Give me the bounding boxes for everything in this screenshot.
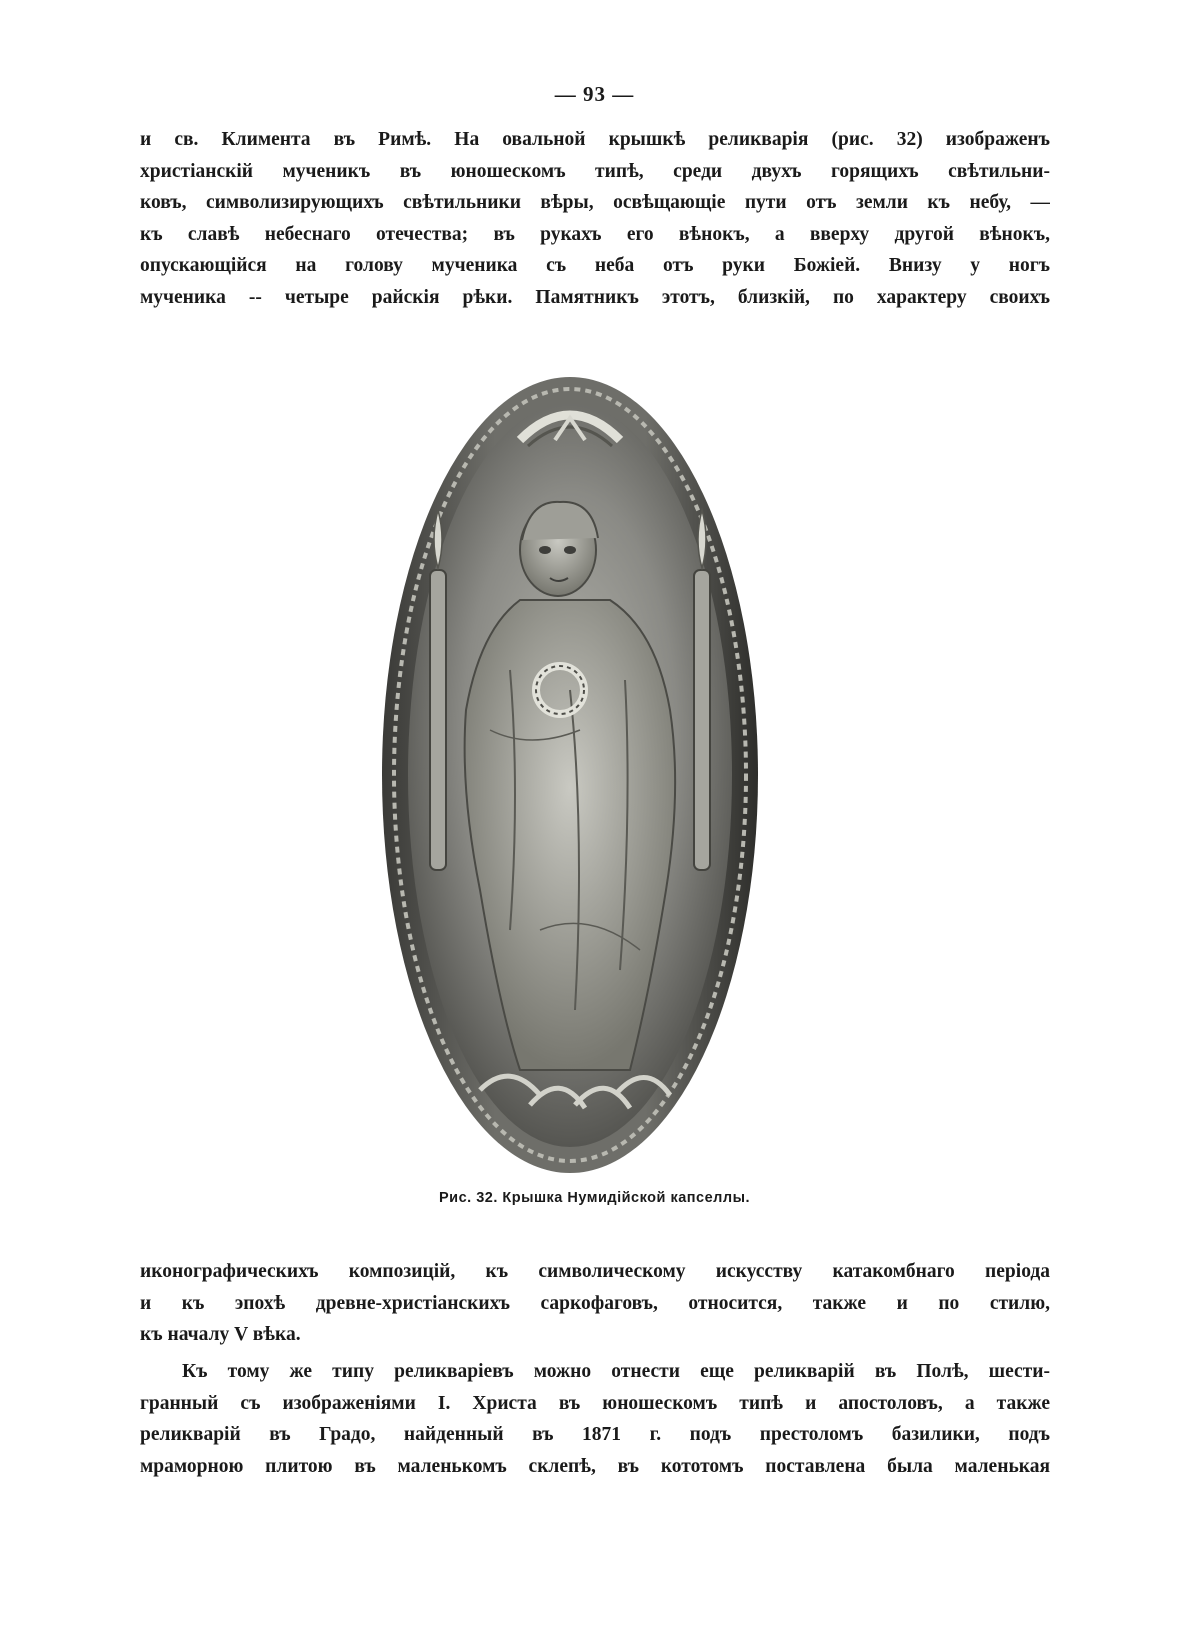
text-line: мраморною плитою въ маленькомъ склепѣ, въ кототомъ поставлена была маленькая xyxy=(140,1455,1050,1477)
text-line: христіанскій мученикъ въ юношескомъ типѣ, среди двухъ горящихъ свѣтильни- xyxy=(140,160,1050,182)
text-line: иконографическихъ композицій, къ символическому искусству катакомбнаго періода xyxy=(140,1261,1050,1282)
text-line: Къ тому же типу реликваріевъ можно отнести еще реликварій въ Полѣ, шести- xyxy=(182,1361,1050,1382)
text-line: ковъ, символизирующихъ свѣтильники вѣры, освѣщающіе пути отъ земли къ небу, — xyxy=(140,192,1050,214)
text-line: мученика -- четыре райскія рѣки. Памятникъ этотъ, близкій, по характеру своихъ xyxy=(140,286,1050,308)
page-number: — 93 — xyxy=(554,82,635,106)
paragraph-1 xyxy=(140,124,1050,314)
paragraph-3 xyxy=(140,1356,1050,1482)
reliquary-lid-image xyxy=(370,370,770,1180)
text-line: опускающійся на голову мученика съ неба отъ руки Божіей. Внизу у ногъ xyxy=(140,255,1050,277)
text-line: и къ эпохѣ древне-христіанскихъ саркофаговъ, относится, также и по стилю, xyxy=(140,1292,1050,1314)
reliquary-lid-figure xyxy=(370,370,770,1180)
text-line: гранный съ изображеніями І. Христа въ юношескомъ типѣ и апостоловъ, а также xyxy=(140,1392,1050,1414)
text-line: къ славѣ небеснаго отечества; въ рукахъ его вѣнокъ, а вверху другой вѣнокъ, xyxy=(140,223,1050,245)
figure-caption: Рис. 32. Крышка Нумидійской капселлы. xyxy=(438,1190,751,1206)
paragraph-2 xyxy=(140,1256,1050,1351)
text-line: и св. Климента въ Римѣ. На овальной крышкѣ реликварія (рис. 32) изображенъ xyxy=(140,129,1050,150)
text-line: реликварій въ Градо, найденный въ 1871 г. подъ престоломъ базилики, подъ xyxy=(140,1424,1050,1446)
text-line: къ началу V вѣка. xyxy=(140,1324,301,1346)
